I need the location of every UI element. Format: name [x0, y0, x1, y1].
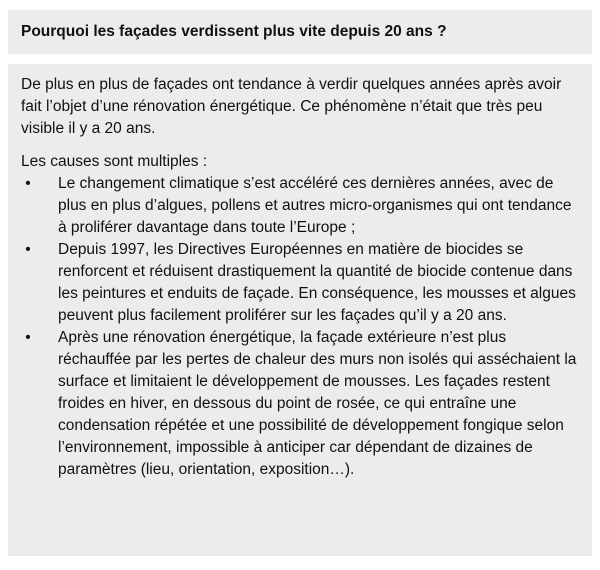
cause-item	[21, 239, 578, 327]
content-box	[8, 64, 592, 556]
cause-item	[21, 173, 578, 239]
bullet-icon: •	[25, 175, 31, 192]
intro-paragraph: De plus en plus de façades ont tendance à verdir quelques années après avoir fait l’objet d’une rénovation énergétique. Ce phénomène n’était que très peu visible il y a 20 ans.	[21, 76, 562, 137]
causes-intro: Les causes sont multiples :	[21, 153, 208, 170]
title-box	[8, 10, 592, 54]
causes-list	[21, 173, 578, 481]
cause-text: Le changement climatique s’est accéléré ces dernières années, avec de plus en plus d’algues, pollens et autres micro-organismes qui ont tendance à proliférer davantage dans toute l’Europe ;	[58, 175, 572, 236]
bullet-icon: •	[25, 241, 31, 258]
document-title: Pourquoi les façades verdissent plus vite depuis 20 ans ?	[21, 23, 447, 40]
cause-item	[21, 327, 578, 481]
cause-text: Depuis 1997, les Directives Européennes en matière de biocides se renforcent et réduisent drastiquement la quantité de biocide contenue dans les peintures et enduits de façade. En conséquence, les mousses et algues peuvent plus facilement proliférer sur les façades qu’il y a 20 ans.	[58, 241, 576, 324]
bullet-icon: •	[25, 329, 31, 346]
cause-text: Après une rénovation énergétique, la façade extérieure n’est plus réchauffée par les pertes de chaleur des murs non isolés qui asséchaient la surface et limitaient le développement de mousses. Les façades restent froides en hiver, en dessous du point de rosée, ce qui entraîne une condensation répétée et une possibilité de développement fongique selon l’environnement, impossible à anticiper car dépendant de dizaines de paramètres (lieu, orientation, exposition…).	[58, 329, 577, 478]
